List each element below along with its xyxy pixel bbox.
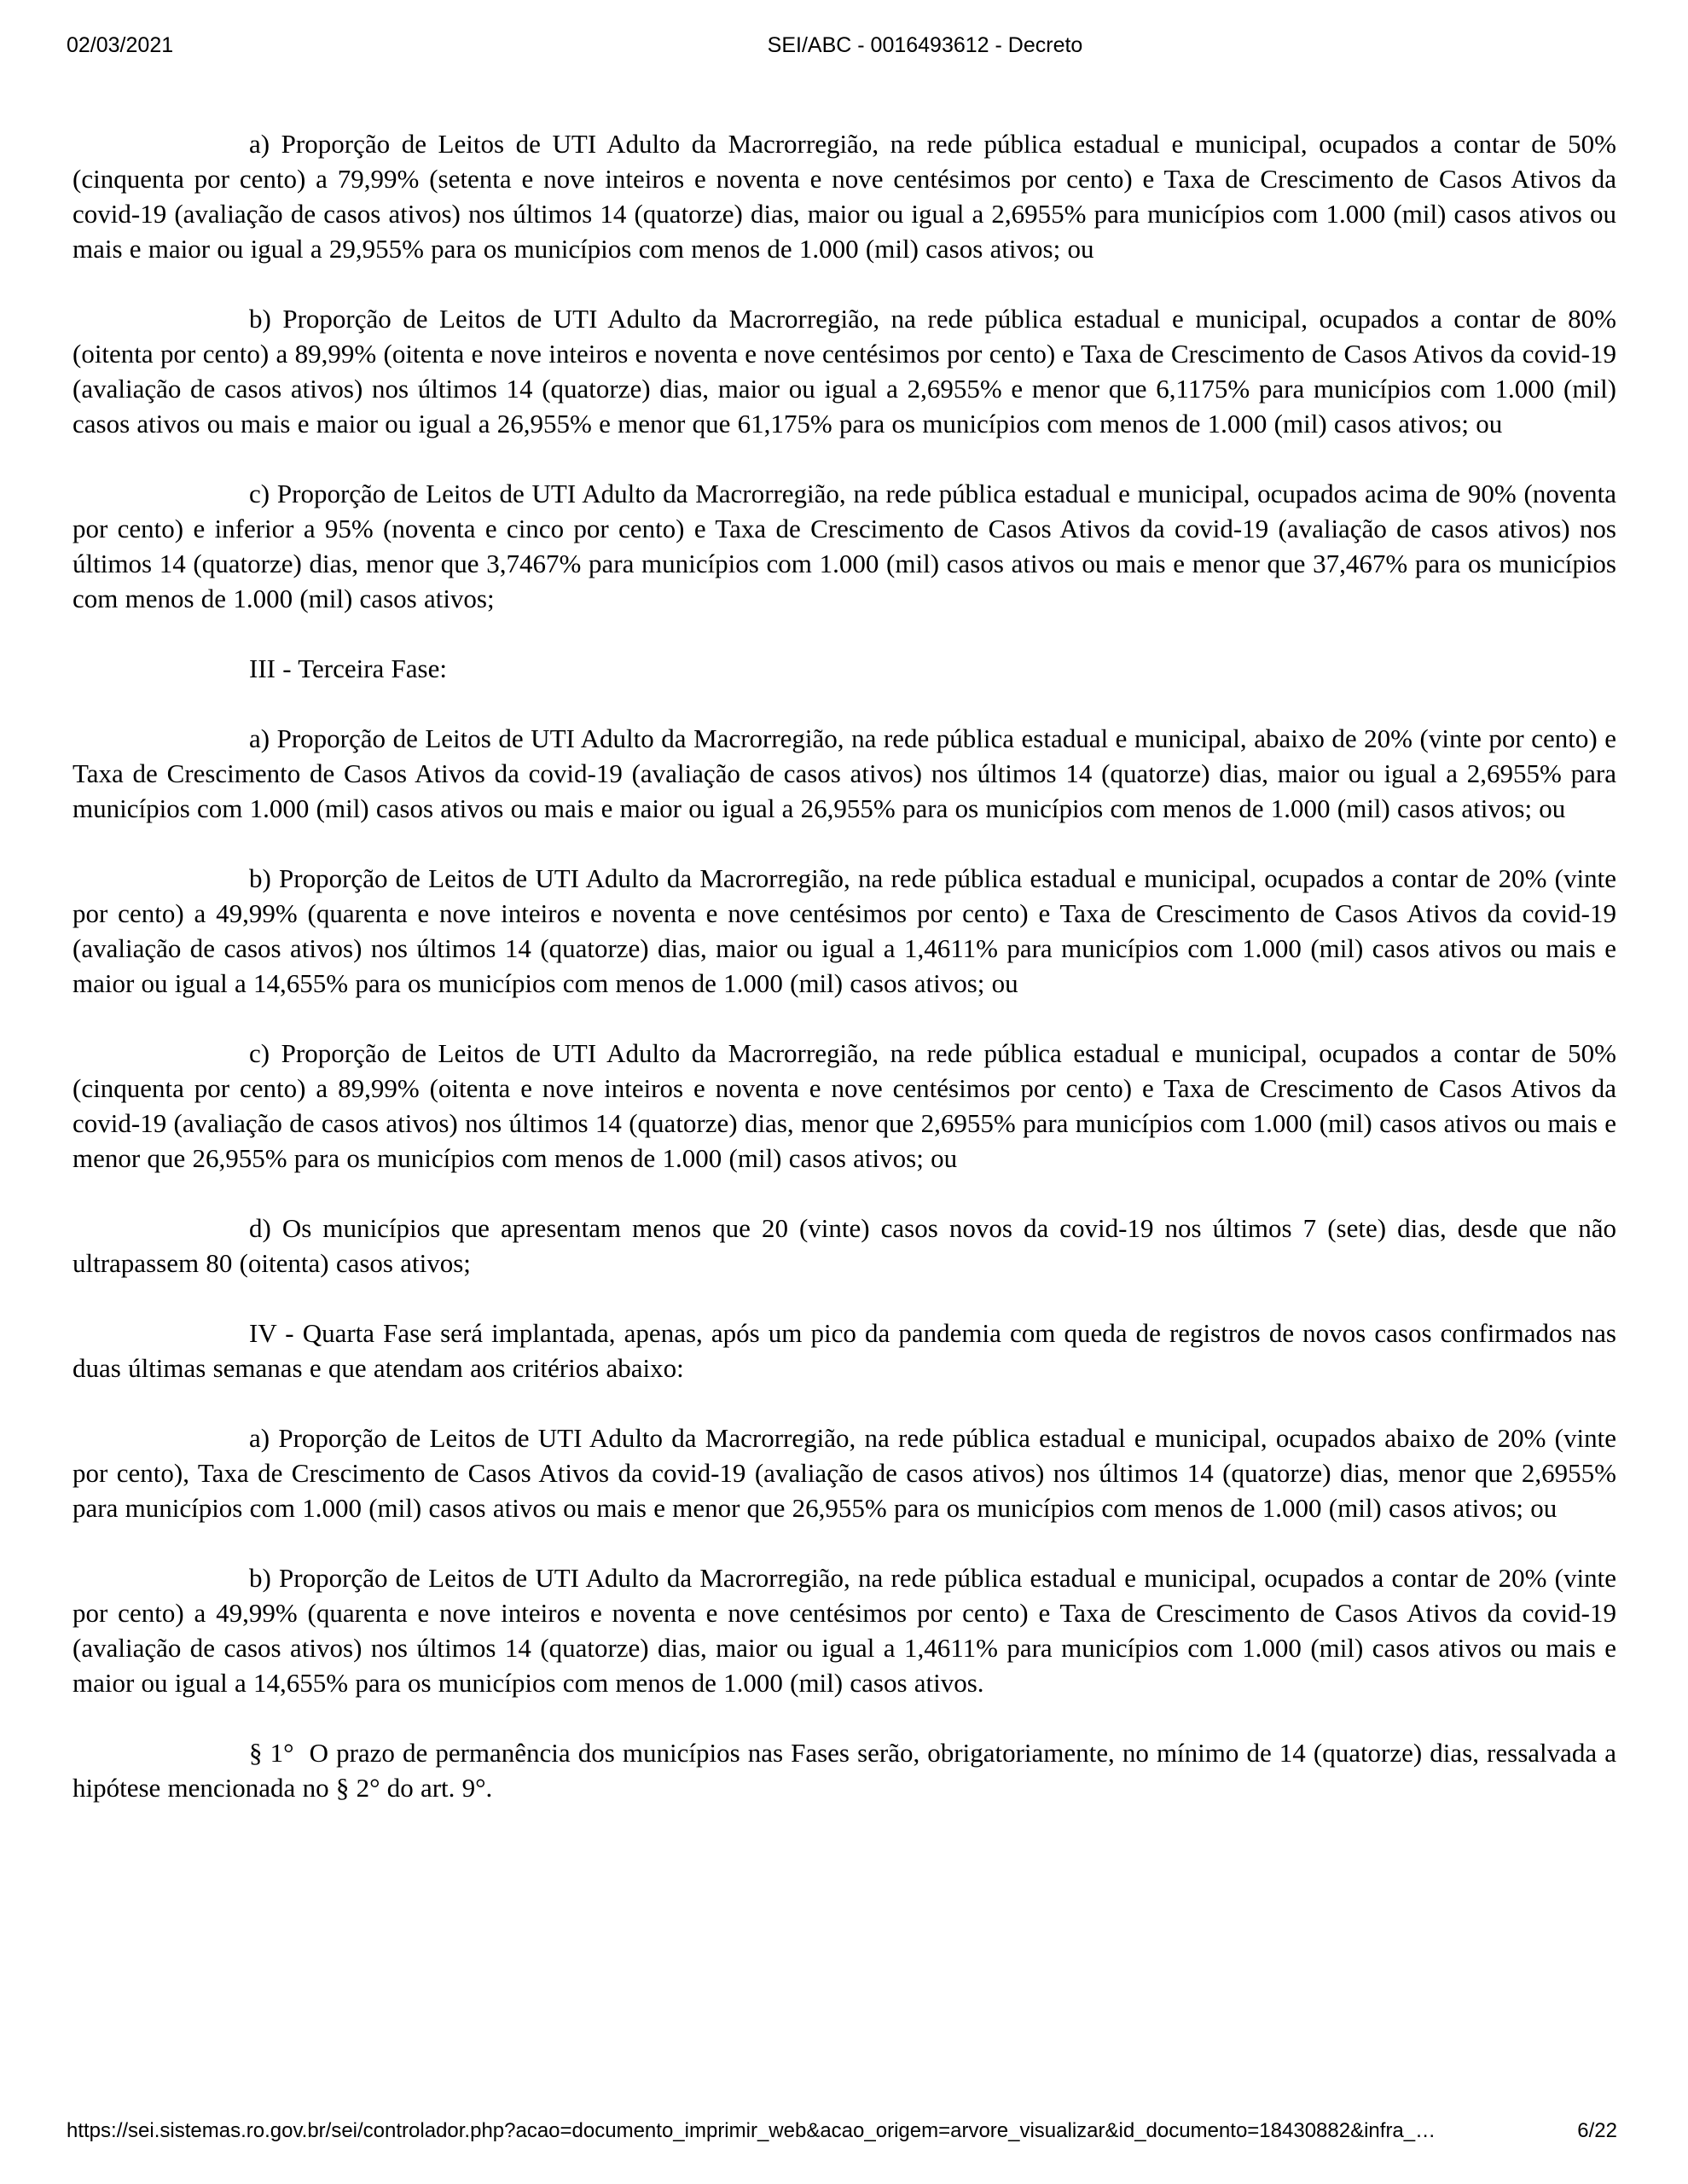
print-date: 02/03/2021: [67, 33, 174, 57]
document-paragraph: IV - Quarta Fase será implantada, apenas, após um pico da pandemia com queda de registros de novos casos confirmados nas duas últimas semanas e que atendam aos critérios abaixo:: [73, 1318, 1616, 1383]
document-paragraph: § 1° O prazo de permanência dos municípios nas Fases serão, obrigatoriamente, no mínimo de 14 (quatorze) dias, ressalvada a hipótese mencionada no § 2° do art. 9°.: [73, 1738, 1616, 1803]
print-header: [0, 32, 1688, 61]
document-paragraph: III - Terceira Fase:: [249, 653, 447, 683]
document-paragraph: a) Proporção de Leitos de UTI Adulto da Macrorregião, na rede pública estadual e municipal, abaixo de 20% (vinte por cento) e Taxa de Crescimento de Casos Ativos da covid-19 (avaliação de casos ativos) nos últimos 14 (quatorze) dias, maior ou igual a 2,6955% para municípios com 1.000 (mil) casos ativos ou mais e maior ou igual a 26,955% para os municípios com menos de 1.000 (mil) casos ativos; ou: [73, 723, 1616, 823]
document-paragraph: b) Proporção de Leitos de UTI Adulto da Macrorregião, na rede pública estadual e municipal, ocupados a contar de 20% (vinte por cento) a 49,99% (quarenta e nove inteiros e noventa e nove centésimos por cento) e Taxa de Crescimento de Casos Ativos da covid-19 (avaliação de casos ativos) nos últimos 14 (quatorze) dias, maior ou igual a 1,4611% para municípios com 1.000 (mil) casos ativos ou mais e maior ou igual a 14,655% para os municípios com menos de 1.000 (mil) casos ativos; ou: [73, 863, 1616, 998]
page-indicator: 6/22: [1577, 2119, 1617, 2142]
document-paragraph: a) Proporção de Leitos de UTI Adulto da Macrorregião, na rede pública estadual e municipal, ocupados a contar de 50% (cinquenta por cento) a 79,99% (setenta e nove inteiros e noventa e nove centésimos por cento) e Taxa de Crescimento de Casos Ativos da covid-19 (avaliação de casos ativos) nos últimos 14 (quatorze) dias, maior ou igual a 2,6955% para municípios com 1.000 (mil) casos ativos ou mais e maior ou igual a 29,955% para os municípios com menos de 1.000 (mil) casos ativos; ou: [73, 129, 1616, 264]
document-paragraph: a) Proporção de Leitos de UTI Adulto da Macrorregião, na rede pública estadual e municipal, ocupados abaixo de 20% (vinte por cento), Taxa de Crescimento de Casos Ativos da covid-19 (avaliação de casos ativos) nos últimos 14 (quatorze) dias, menor que 2,6955% para municípios com 1.000 (mil) casos ativos ou mais e menor que 26,955% para os municípios com menos de 1.000 (mil) casos ativos; ou: [73, 1423, 1616, 1523]
document-title: SEI/ABC - 0016493612 - Decreto: [767, 33, 1083, 57]
print-footer: [67, 2119, 1617, 2143]
document-paragraph: c) Proporção de Leitos de UTI Adulto da Macrorregião, na rede pública estadual e municipal, ocupados a contar de 50% (cinquenta por cento) a 89,99% (oitenta e nove inteiros e noventa e nove centésimos por cento) e Taxa de Crescimento de Casos Ativos da covid-19 (avaliação de casos ativos) nos últimos 14 (quatorze) dias, menor que 2,6955% para municípios com 1.000 (mil) casos ativos ou mais e menor que 26,955% para os municípios com menos de 1.000 (mil) casos ativos; ou: [73, 1038, 1616, 1173]
document-paragraph: b) Proporção de Leitos de UTI Adulto da Macrorregião, na rede pública estadual e municipal, ocupados a contar de 20% (vinte por cento) a 49,99% (quarenta e nove inteiros e noventa e nove centésimos por cento) e Taxa de Crescimento de Casos Ativos da covid-19 (avaliação de casos ativos) nos últimos 14 (quatorze) dias, maior ou igual a 1,4611% para municípios com 1.000 (mil) casos ativos ou mais e maior ou igual a 14,655% para os municípios com menos de 1.000 (mil) casos ativos.: [73, 1563, 1616, 1698]
source-url: https://sei.sistemas.ro.gov.br/sei/controlador.php?acao=documento_imprimir_web&acao_origem=arvore_visualizar&id_documento=18430882&infra_…: [67, 2119, 1436, 2142]
document-body: [73, 91, 1616, 1805]
document-paragraph: c) Proporção de Leitos de UTI Adulto da Macrorregião, na rede pública estadual e municipal, ocupados acima de 90% (noventa por cento) e inferior a 95% (noventa e cinco por cento) e Taxa de Crescimento de Casos Ativos da covid-19 (avaliação de casos ativos) nos últimos 14 (quatorze) dias, menor que 3,7467% para municípios com 1.000 (mil) casos ativos ou mais e menor que 37,467% para os municípios com menos de 1.000 (mil) casos ativos;: [73, 479, 1616, 613]
document-paragraph: d) Os municípios que apresentam menos que 20 (vinte) casos novos da covid-19 nos últimos 7 (sete) dias, desde que não ultrapassem 80 (oitenta) casos ativos;: [73, 1213, 1616, 1278]
document-paragraph: b) Proporção de Leitos de UTI Adulto da Macrorregião, na rede pública estadual e municipal, ocupados a contar de 80% (oitenta por cento) a 89,99% (oitenta e nove inteiros e noventa e nove centésimos por cento) e Taxa de Crescimento de Casos Ativos da covid-19 (avaliação de casos ativos) nos últimos 14 (quatorze) dias, maior ou igual a 2,6955% e menor que 6,1175% para municípios com 1.000 (mil) casos ativos ou mais e maior ou igual a 26,955% e menor que 61,175% para os municípios com menos de 1.000 (mil) casos ativos; ou: [73, 304, 1616, 439]
